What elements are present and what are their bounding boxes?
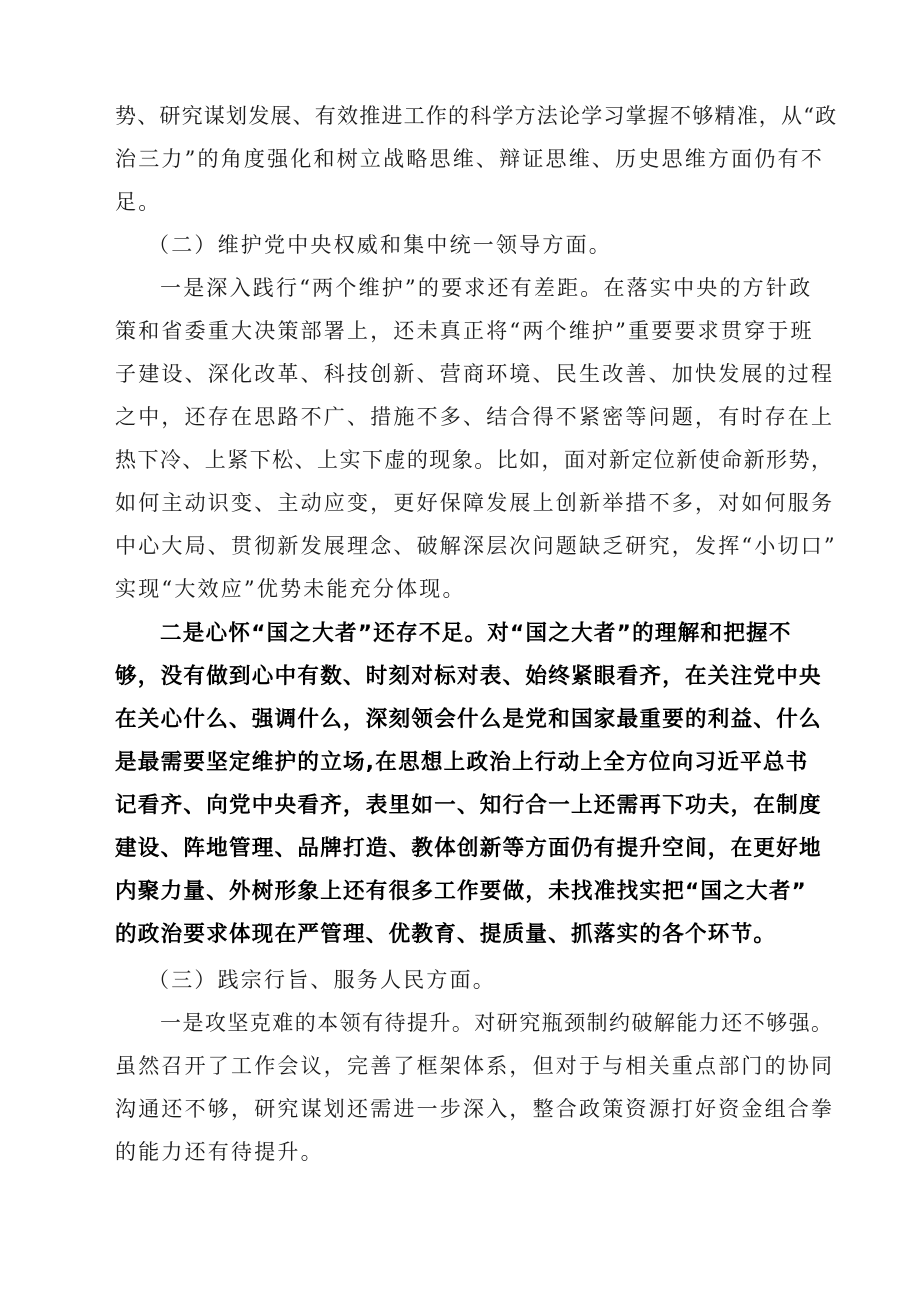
paragraph-line: 虽然召开了工作会议，完善了框架体系，但对于与相关重点部门的协同 xyxy=(115,1054,835,1078)
paragraph-line-bold: 够，没有做到心中有数、时刻对标对表、始终紧眼看齐，在关注党中央 xyxy=(115,664,822,689)
paragraph-line-bold: 二是心怀“国之大者”还存不足。对“国之大者”的理解和把握不 xyxy=(160,621,792,646)
paragraph-line: 势、研究谋划发展、有效推进工作的科学方法论学习掌握不够精准，从“政 xyxy=(115,104,838,128)
paragraph-line: 足。 xyxy=(115,190,162,214)
paragraph-line-bold: 在关心什么、强调什么，深刻领会什么是党和国家最重要的利益、什么 xyxy=(115,707,822,732)
paragraph-line: 中心大局、贯彻新发展理念、破解深层次问题缺乏研究，发挥“小切口” xyxy=(115,534,837,558)
paragraph-line: 子建设、深化改革、科技创新、营商环境、民生改善、加快发展的过程 xyxy=(115,362,835,386)
paragraph-line: 实现“大效应”优势未能充分体现。 xyxy=(115,577,466,601)
paragraph-line-bold: 记看齐、向党中央看齐，表里如一、知行合一上还需再下功夫，在制度 xyxy=(115,793,822,818)
paragraph-line-bold: 内聚力量、外树形象上还有很多工作要做，未找准找实把“国之大者” xyxy=(115,879,808,904)
paragraph-line: 一是攻坚克难的本领有待提升。对研究瓶颈制约破解能力还不够强。 xyxy=(160,1011,834,1035)
paragraph-line: 之中，还存在思路不广、措施不多、结合得不紧密等问题，有时存在上 xyxy=(115,405,835,429)
paragraph-line-bold: 建设、阵地管理、品牌打造、教体创新等方面仍有提升空间，在更好地 xyxy=(115,836,822,861)
paragraph-line: 治三力”的角度强化和树立战略思维、辩证思维、历史思维方面仍有不 xyxy=(115,147,824,171)
section-heading: （三）践宗行旨、服务人民方面。 xyxy=(148,968,496,992)
paragraph-line-bold: 的政治要求体现在严管理、优教育、提质量、抓落实的各个环节。 xyxy=(115,922,777,947)
paragraph-line-bold: 是最需要坚定维护的立场,在思想上政治上行动上全方位向习近平总书 xyxy=(115,750,809,775)
paragraph-line: 如何主动识变、主动应变，更好保障发展上创新举措不多，对如何服务 xyxy=(115,491,835,515)
paragraph-line: 一是深入践行“两个维护”的要求还有差距。在落实中央的方针政 xyxy=(160,276,813,300)
paragraph-line: 策和省委重大决策部署上，还未真正将“两个维护”重要要求贯穿于班 xyxy=(115,319,814,343)
section-heading: （二）维护党中央权威和集中统一领导方面。 xyxy=(148,233,612,257)
paragraph-line: 热下冷、上紧下松、上实下虚的现象。比如，面对新定位新使命新形势， xyxy=(115,448,834,472)
paragraph-line: 的能力还有待提升。 xyxy=(115,1140,324,1164)
paragraph-line: 沟通还不够，研究谋划还需进一步深入，整合政策资源打好资金组合拳 xyxy=(115,1097,835,1121)
